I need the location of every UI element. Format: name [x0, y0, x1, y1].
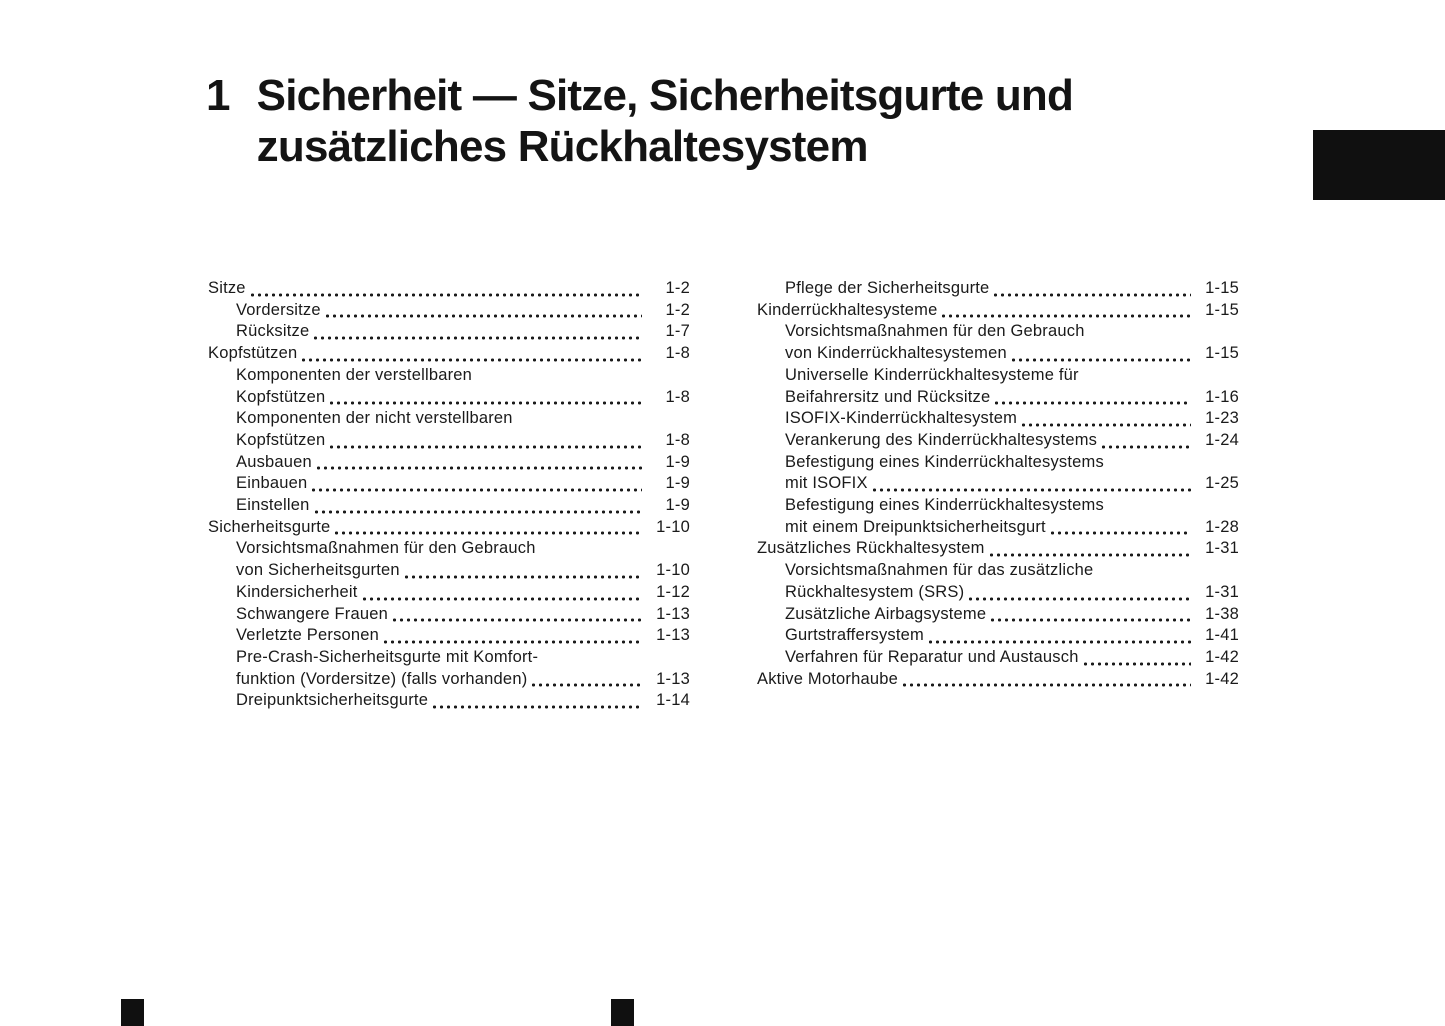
toc-leader-dots: [313, 510, 642, 514]
toc-leader-dots: [315, 466, 642, 470]
toc-entry-label: Pre-Crash-Sicherheitsgurte mit Komfort-: [236, 647, 539, 666]
toc-page-number: 1-8: [665, 387, 690, 406]
toc-page-number: 1-25: [1205, 474, 1239, 493]
toc-page-number: 1-9: [665, 496, 690, 515]
toc-page-number: 1-24: [1205, 430, 1239, 449]
toc-page-number: 1-8: [665, 430, 690, 449]
toc-entry-label: Sitze: [208, 279, 246, 297]
toc-leader-dots: [1010, 358, 1191, 362]
toc-page-number: 1-23: [1205, 409, 1239, 428]
toc-page-number: 1-13: [656, 669, 690, 688]
toc-entry: [208, 582, 690, 604]
toc-page-number: 1-15: [1205, 279, 1239, 297]
toc-leader-dots: [403, 575, 642, 579]
toc-leader-dots: [431, 705, 642, 709]
toc-entry: [757, 430, 1239, 452]
toc-leader-dots: [967, 597, 1191, 601]
toc-leader-dots: [530, 683, 642, 687]
toc-entry: [757, 582, 1239, 604]
chapter-edge-tab: [1313, 130, 1445, 200]
toc-entry: [208, 365, 690, 387]
toc-page-number: 1-28: [1205, 517, 1239, 536]
toc-entry-label: Rücksitze: [236, 322, 310, 341]
toc-entry: [757, 669, 1239, 691]
toc-entry: [757, 538, 1239, 560]
toc-entry-label: Pflege der Sicherheitsgurte: [785, 279, 990, 297]
toc-page-number: 1-16: [1205, 387, 1239, 406]
toc-page-number: 1-15: [1205, 300, 1239, 319]
toc-entry: [757, 625, 1239, 647]
toc-page-number: 1-42: [1205, 647, 1239, 666]
toc-left-column: [208, 278, 690, 712]
toc-leader-dots: [993, 401, 1191, 405]
toc-page-number: 1-14: [656, 691, 690, 710]
toc-entry-label: Befestigung eines Kinderrückhaltesystems: [785, 452, 1104, 471]
toc-entry-label: Universelle Kinderrückhaltesysteme für: [785, 365, 1079, 384]
toc-leader-dots: [328, 401, 642, 405]
toc-entry-label: Kopfstützen: [208, 344, 298, 363]
toc-entry: [208, 625, 690, 647]
toc-entry-label: Vorsichtsmaßnahmen für den Gebrauch: [236, 539, 536, 558]
toc-entry-label: Gurtstraffersystem: [785, 626, 924, 645]
toc-entry: [208, 473, 690, 495]
toc-entry-label: Ausbauen: [236, 452, 312, 471]
toc-leader-dots: [927, 640, 1191, 644]
toc-page-number: 1-7: [665, 322, 690, 341]
toc-entry-label: Rückhaltesystem (SRS): [785, 582, 965, 601]
toc-entry-label: ISOFIX-Kinderrückhaltesystem: [785, 409, 1018, 428]
toc-entry: [757, 365, 1239, 387]
toc-page-number: 1-15: [1205, 344, 1239, 363]
toc-entry: [208, 278, 690, 300]
toc-page-number: 1-10: [656, 561, 690, 580]
toc-entry-label: Zusätzliche Airbagsysteme: [785, 604, 987, 623]
toc-entry-label: Einstellen: [236, 496, 310, 515]
toc-entry: [757, 452, 1239, 474]
toc-entry-label: von Sicherheitsgurten: [236, 561, 400, 580]
toc-entry: [208, 430, 690, 452]
toc-entry: [757, 300, 1239, 322]
toc-entry: [208, 669, 690, 691]
toc-entry-label: mit ISOFIX: [785, 474, 868, 493]
chapter-title: Sicherheit — Sitze, Sicherheitsgurte und zusätzliches Rückhaltesystem: [256, 71, 1074, 172]
toc-leader-dots: [333, 531, 642, 535]
toc-leader-dots: [989, 618, 1191, 622]
toc-entry-label: Komponenten der nicht verstellbaren: [236, 409, 513, 428]
toc-page-number: 1-41: [1205, 626, 1239, 645]
toc-entry-label: Verletzte Personen: [236, 626, 380, 645]
toc-entry: [757, 278, 1239, 300]
toc-entry: [757, 387, 1239, 409]
toc-entry-label: Einbauen: [236, 474, 308, 493]
toc-entry: [208, 517, 690, 539]
toc-entry: [757, 560, 1239, 582]
toc-leader-dots: [871, 488, 1191, 492]
toc-entry: [208, 408, 690, 430]
toc-entry: [208, 300, 690, 322]
toc-page-number: 1-2: [665, 279, 690, 297]
toc-entry: [208, 690, 690, 712]
toc-entry: [208, 343, 690, 365]
toc-leader-dots: [391, 618, 642, 622]
toc-leader-dots: [1100, 445, 1191, 449]
toc-leader-dots: [1049, 531, 1191, 535]
toc-entry: [208, 387, 690, 409]
toc-entry: [208, 647, 690, 669]
toc-leader-dots: [992, 293, 1191, 297]
table-of-contents: [208, 278, 1239, 712]
toc-entry: [208, 538, 690, 560]
toc-leader-dots: [300, 358, 642, 362]
toc-entry: [208, 604, 690, 626]
toc-entry: [757, 321, 1239, 343]
toc-entry-label: Vorsichtsmaßnahmen für das zusätzliche: [785, 561, 1094, 580]
toc-page-number: 1-8: [665, 344, 690, 363]
toc-entry: [208, 321, 690, 343]
toc-entry-label: Kinderrückhaltesysteme: [757, 300, 938, 319]
toc-page-number: 1-31: [1205, 539, 1239, 558]
toc-leader-dots: [1020, 423, 1191, 427]
toc-entry: [757, 604, 1239, 626]
toc-entry: [208, 560, 690, 582]
toc-entry: [208, 452, 690, 474]
chapter-number: 1: [206, 71, 230, 120]
toc-leader-dots: [1082, 662, 1191, 666]
toc-leader-dots: [940, 314, 1191, 318]
toc-entry: [757, 517, 1239, 539]
toc-entry-label: Schwangere Frauen: [236, 604, 388, 623]
toc-entry-label: mit einem Dreipunktsicherheitsgurt: [785, 517, 1046, 536]
toc-entry: [757, 343, 1239, 365]
toc-leader-dots: [988, 553, 1191, 557]
chapter-heading: [206, 70, 1197, 172]
toc-leader-dots: [901, 683, 1191, 687]
toc-page-number: 1-31: [1205, 582, 1239, 601]
toc-entry-label: Verankerung des Kinderrückhaltesystems: [785, 430, 1098, 449]
toc-leader-dots: [249, 293, 642, 297]
page-registration-mark: [121, 999, 144, 1026]
toc-entry-label: Beifahrersitz und Rücksitze: [785, 387, 991, 406]
page-registration-mark: [611, 999, 634, 1026]
toc-page-number: 1-2: [665, 300, 690, 319]
toc-page-number: 1-13: [656, 626, 690, 645]
toc-entry-label: Sicherheitsgurte: [208, 517, 331, 536]
toc-entry-label: Komponenten der verstellbaren: [236, 365, 473, 384]
toc-entry: [757, 495, 1239, 517]
toc-entry-label: Vordersitze: [236, 300, 321, 319]
toc-entry: [757, 408, 1239, 430]
toc-entry-label: Kindersicherheit: [236, 582, 358, 601]
toc-page-number: 1-9: [665, 474, 690, 493]
toc-entry-label: funktion (Vordersitze) (falls vorhanden): [236, 669, 528, 688]
toc-entry: [757, 647, 1239, 669]
toc-entry-label: von Kinderrückhaltesystemen: [785, 344, 1007, 363]
toc-entry: [208, 495, 690, 517]
toc-page-number: 1-9: [665, 452, 690, 471]
toc-entry-label: Kopfstützen: [236, 387, 326, 406]
toc-leader-dots: [382, 640, 642, 644]
toc-entry-label: Befestigung eines Kinderrückhaltesystems: [785, 496, 1104, 515]
toc-leader-dots: [361, 597, 642, 601]
toc-leader-dots: [312, 336, 642, 340]
toc-page-number: 1-42: [1205, 669, 1239, 688]
toc-leader-dots: [324, 314, 642, 318]
toc-page-number: 1-38: [1205, 604, 1239, 623]
toc-page-number: 1-12: [656, 582, 690, 601]
toc-page-number: 1-13: [656, 604, 690, 623]
toc-entry-label: Zusätzliches Rückhaltesystem: [757, 539, 985, 558]
toc-entry-label: Verfahren für Reparatur und Austausch: [785, 647, 1079, 666]
toc-leader-dots: [328, 445, 642, 449]
toc-entry-label: Vorsichtsmaßnahmen für den Gebrauch: [785, 322, 1085, 341]
toc-leader-dots: [310, 488, 642, 492]
toc-entry: [757, 473, 1239, 495]
toc-entry-label: Aktive Motorhaube: [757, 669, 898, 688]
toc-entry-label: Kopfstützen: [236, 430, 326, 449]
toc-entry-label: Dreipunktsicherheitsgurte: [236, 691, 429, 710]
toc-page-number: 1-10: [656, 517, 690, 536]
toc-right-column: [757, 278, 1239, 712]
